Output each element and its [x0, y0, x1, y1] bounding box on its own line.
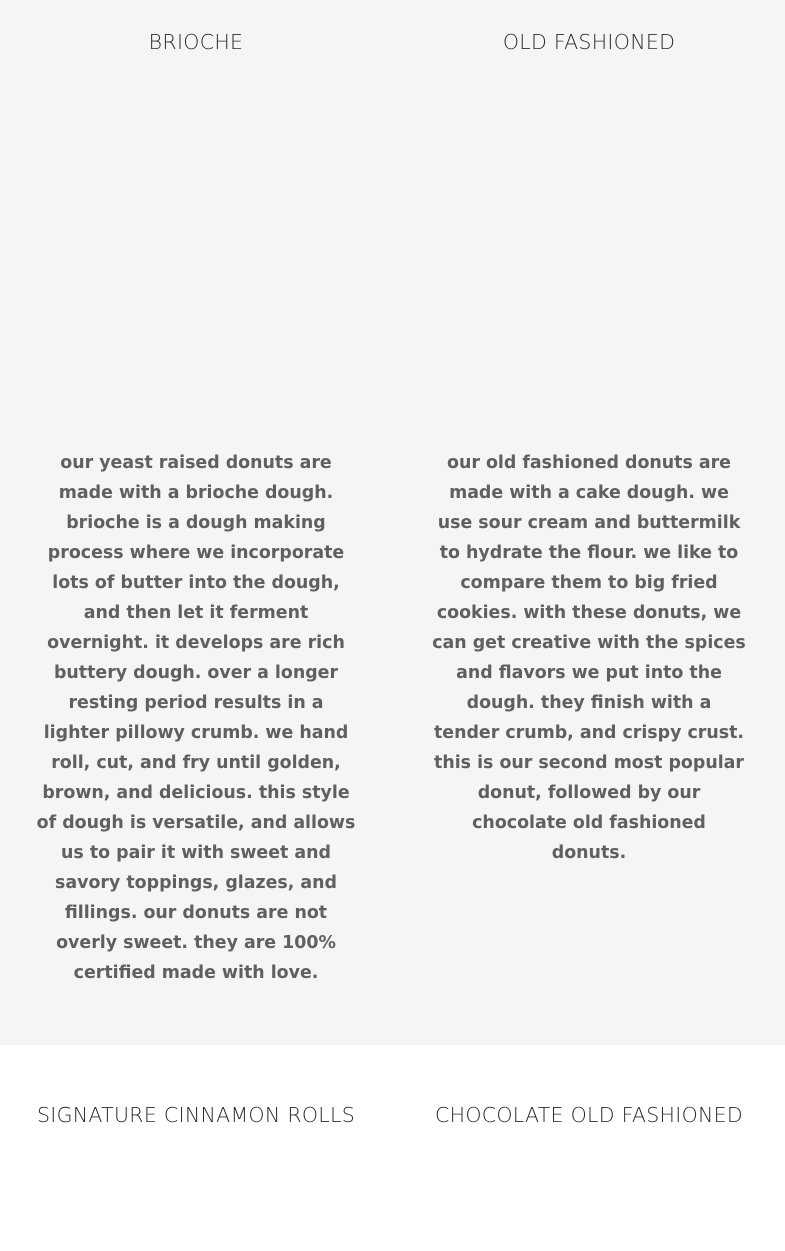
- product-image-placeholder: [423, 84, 755, 424]
- product-card-cinnamon-rolls: [0, 1045, 392, 1251]
- product-card-brioche: [0, 0, 392, 1045]
- product-card-chocolate-old-fashioned: [393, 1045, 785, 1251]
- product-title: SIGNATURE CINNAMON ROLLS: [36, 1103, 356, 1127]
- products-section-bottom: [0, 1045, 785, 1251]
- product-title: OLD FASHIONED: [502, 30, 676, 54]
- product-title: CHOCOLATE OLD FASHIONED: [434, 1103, 743, 1127]
- product-image-placeholder: [30, 84, 362, 424]
- product-description: our old fashioned donuts are made with a cake dough. we use sour cream and buttermilk to hydrate the flour. we like to compare them to big fried cookies. with these donuts, we can get creative with the spices and flavors we put into the dough. they finish with a tender crumb, and crispy crust. this is our second most popular donut, followed by our chocolate old fashioned donuts.: [432, 453, 746, 863]
- product-title: BRIOCHE: [148, 30, 244, 54]
- product-description: our yeast raised donuts are made with a brioche dough. brioche is a dough making process where we incorporate lots of butter into the dough, and then let it ferment overnight. it develops are rich buttery dough. over a longer resting period results in a lighter pillowy crumb. we hand roll, cut, and fry until golden, brown, and delicious. this style of dough is versatile, and allows us to pair it with sweet and savory toppings, glazes, and fillings. our donuts are not overly sweet. they are 100% certified made with love.: [36, 453, 356, 983]
- product-card-old-fashioned: [393, 0, 785, 1045]
